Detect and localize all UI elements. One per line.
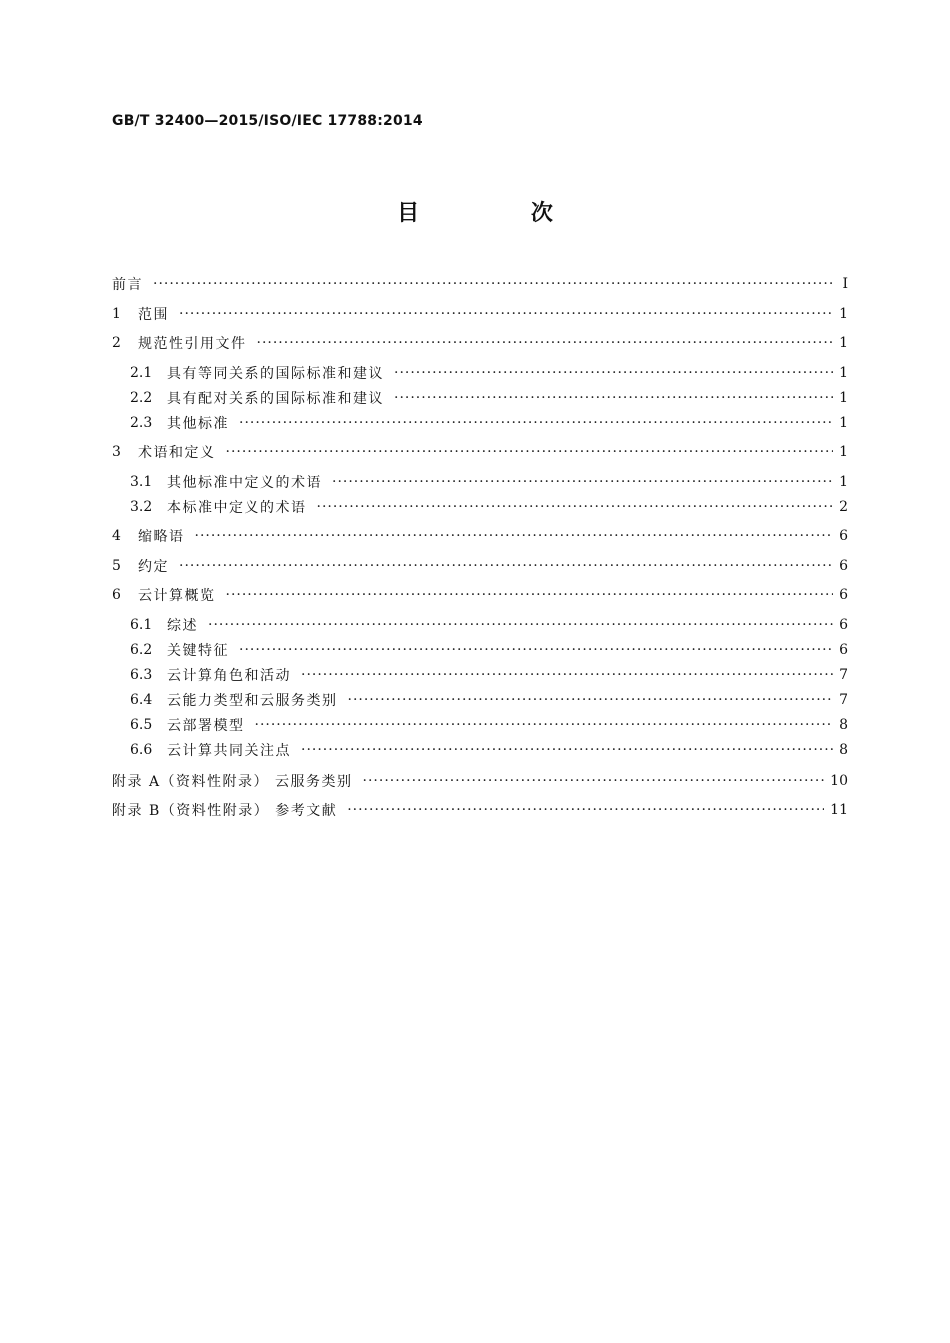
toc-entry[interactable] [112,556,848,576]
toc-entry-page: 2 [839,499,848,515]
toc-entry-page: 1 [839,335,848,351]
toc-entry-page: 11 [830,802,848,818]
toc-entry[interactable] [112,304,848,324]
toc-entry-label: 本标准中定义的术语 [167,500,307,516]
toc-entry[interactable] [112,274,848,294]
toc-entry-label: 范围 [138,307,169,323]
toc-dot-leader [153,274,834,294]
toc-entry[interactable] [130,615,848,635]
toc-entry-label: 关键特征 [167,643,229,659]
toc-entry-page: 1 [839,444,848,460]
toc-entry[interactable] [130,690,848,710]
toc-entry-number: 6.3 [130,667,153,683]
toc-entry-page: 1 [839,474,848,490]
toc-entry-page: Ⅰ [842,276,848,292]
toc-entry-page: 7 [839,667,848,683]
toc-entry-number: 6.2 [130,642,153,658]
toc-entry-number: 3.1 [130,474,153,490]
toc-entry-label: 术语和定义 [138,445,216,461]
toc-entry-page: 6 [839,528,848,544]
standard-number-header: GB/T 32400—2015/ISO/IEC 17788:2014 [112,113,423,129]
toc-entry-number: 2 [112,335,121,351]
toc-entry-number: 3 [112,444,121,460]
toc-dot-leader [301,665,833,685]
toc-dot-leader [226,585,834,605]
toc-entry-number: 6 [112,587,121,603]
toc-entry-label: 规范性引用文件 [138,336,247,352]
toc-entry-label: 云能力类型和云服务类别 [167,693,338,709]
toc-dot-leader [348,690,834,710]
toc-entry[interactable] [130,388,848,408]
toc-dot-leader [332,472,833,492]
toc-dot-leader [239,640,833,660]
toc-entry[interactable] [130,413,848,433]
toc-entry-number: 6.6 [130,742,153,758]
toc-entry-number: 3.2 [130,499,153,515]
toc-entry-page: 10 [830,773,848,789]
toc-dot-leader [255,715,834,735]
toc-dot-leader [195,526,834,546]
toc-entry-label: 附录 B（资料性附录） 参考文献 [112,803,338,819]
toc-entry-page: 8 [839,742,848,758]
toc-entry[interactable] [130,472,848,492]
toc-dot-leader [317,497,834,517]
toc-dot-leader [363,771,825,791]
toc-dot-leader [179,556,833,576]
toc-dot-leader [179,304,833,324]
toc-entry-number: 4 [112,528,121,544]
toc-entry-page: 6 [839,587,848,603]
toc-entry[interactable] [130,497,848,517]
toc-entry-label: 约定 [138,559,169,575]
toc-entry-label: 综述 [167,618,198,634]
toc-entry[interactable] [130,740,848,760]
toc-entry-label: 具有配对关系的国际标准和建议 [167,391,384,407]
toc-entry-number: 6.5 [130,717,153,733]
toc-entry-label: 云计算共同关注点 [167,743,291,759]
toc-entry-page: 8 [839,717,848,733]
toc-dot-leader [239,413,833,433]
toc-entry-label: 具有等同关系的国际标准和建议 [167,366,384,382]
toc-entry[interactable] [130,640,848,660]
toc-entry[interactable] [112,333,848,353]
toc-entry-number: 2.2 [130,390,153,406]
toc-entry-page: 6 [839,558,848,574]
toc-dot-leader [394,388,833,408]
toc-entry-page: 6 [839,617,848,633]
toc-entry[interactable] [112,526,848,546]
toc-entry-label: 前言 [112,277,143,293]
toc-entry-number: 2.1 [130,365,153,381]
toc-entry[interactable] [112,585,848,605]
toc-entry-label: 其他标准 [167,416,229,432]
toc-entry[interactable] [112,771,848,791]
toc-entry[interactable] [130,715,848,735]
toc-entry-page: 1 [839,306,848,322]
toc-entry-label: 云计算角色和活动 [167,668,291,684]
toc-entry-page: 1 [839,365,848,381]
toc-entry-label: 其他标准中定义的术语 [167,475,322,491]
toc-entry-page: 1 [839,415,848,431]
toc-entry-number: 1 [112,306,121,322]
toc-dot-leader [208,615,833,635]
toc-dot-leader [226,442,834,462]
toc-entry-label: 云计算概览 [138,588,216,604]
toc-entry[interactable] [130,363,848,383]
toc-dot-leader [394,363,833,383]
toc-entry-label: 缩略语 [138,529,185,545]
toc-entry-number: 5 [112,558,121,574]
toc-entry-number: 2.3 [130,415,153,431]
toc-entry[interactable] [130,665,848,685]
toc-entry-page: 6 [839,642,848,658]
toc-entry[interactable] [112,442,848,462]
toc-entry-number: 6.4 [130,692,153,708]
toc-dot-leader [347,800,824,820]
page-title: 目 次 [397,201,605,226]
toc-entry-label: 云部署模型 [167,718,245,734]
toc-entry-number: 6.1 [130,617,153,633]
toc-dot-leader [301,740,833,760]
toc-entry-label: 附录 A（资料性附录） 云服务类别 [112,774,353,790]
toc-entry[interactable] [112,800,848,820]
toc-entry-page: 7 [839,692,848,708]
toc-entry-page: 1 [839,390,848,406]
toc-dot-leader [257,333,834,353]
